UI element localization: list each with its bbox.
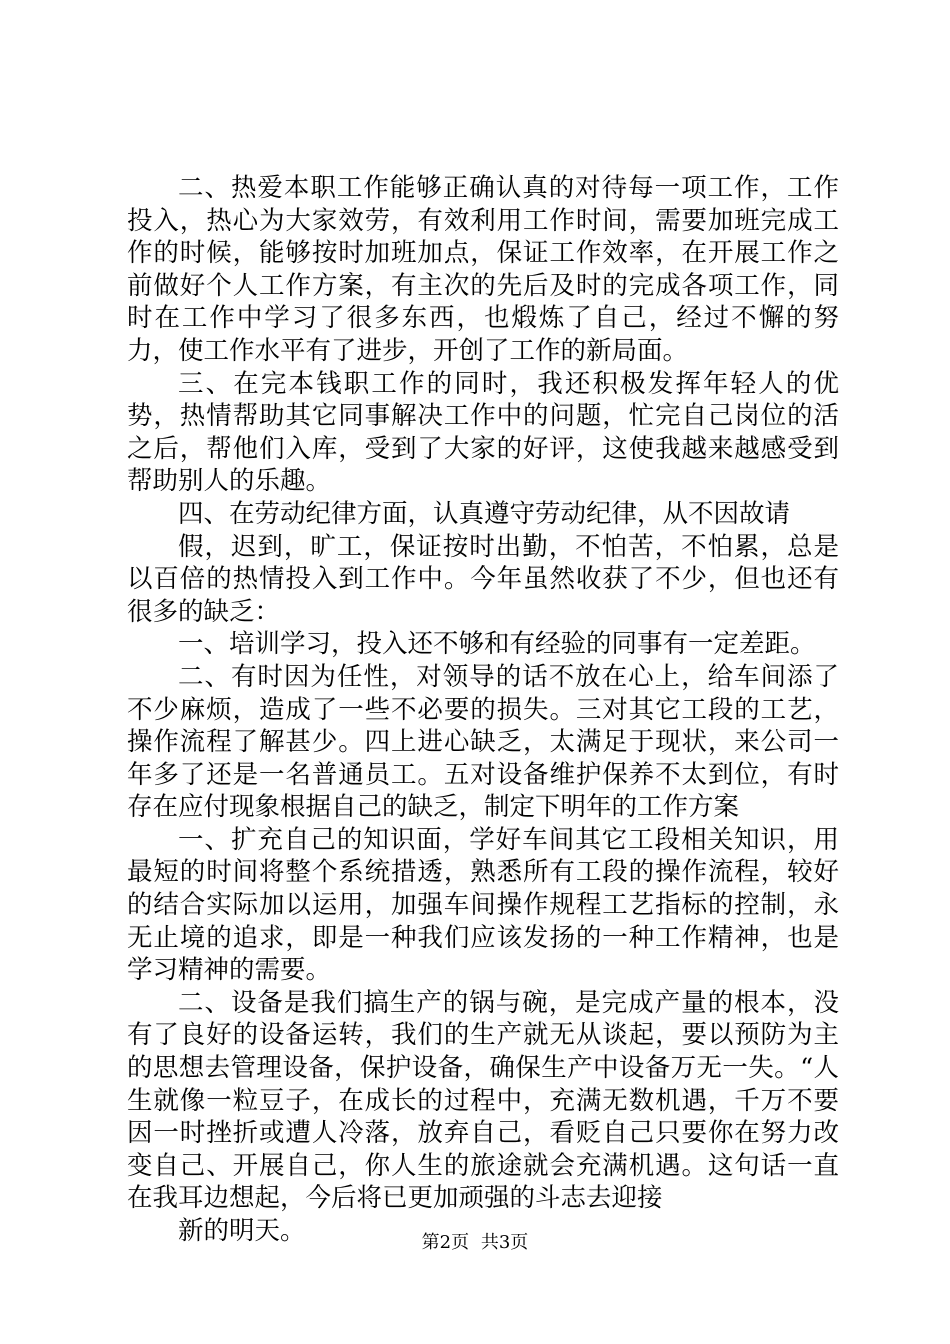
page-total: 共3页: [480, 1232, 529, 1253]
paragraph-1: 二、热爱本职工作能够正确认真的对待每一项工作，工作投入，热心为大家效劳，有效利用工作时间，需要加班完成工作的时候，能够按时加班加点，保证工作效率，在开展工作之前做好个人工作方案，有主次的先后及时的完成各项工作，同时在工作中学习了很多东西，也煅炼了自己，经过不懈的努力，使工作水平有了进步，开创了工作的新局面。: [127, 173, 839, 366]
paragraph-2: 三、在完本钱职工作的同时，我还积极发挥年轻人的优势，热情帮助其它同事解决工作中的问题，忙完自己岗位的活之后，帮他们入库，受到了大家的好评，这使我越来越感受到帮助别人的乐趣。: [127, 368, 839, 497]
paragraph-9: 新的明天。: [178, 1216, 306, 1246]
page-number: 第2页: [421, 1232, 470, 1253]
page-footer: [0, 1231, 950, 1255]
paragraph-7: 一、扩充自己的知识面，学好车间其它工段相关知识，用最短的时间将整个系统措透，熟悉所有工段的操作流程，较好的结合实际加以运用，加强车间操作规程工艺指标的控制，永无止境的追求，即是一种我们应该发扬的一种工作精神，也是学习精神的需要。: [127, 824, 839, 986]
paragraph-5: 一、培训学习，投入还不够和有经验的同事有一定差距。: [178, 629, 816, 660]
document-body: [127, 172, 839, 1248]
paragraph-3: 四、在劳动纪律方面，认真遵守劳动纪律，从不因故请: [178, 498, 791, 529]
paragraph-4: 假，迟到，旷工，保证按时出勤，不怕苦，不怕累，总是以百倍的热情投入到工作中。今年虽然收获了不少，但也还有很多的缺乏：: [127, 531, 839, 627]
paragraph-6: 二、有时因为任性，对领导的话不放在心上，给车间添了不少麻烦，造成了一些不必要的损失。三对其它工段的工艺，操作流程了解甚少。四上进心缺乏，太满足于现状，来公司一年多了还是一名普通员工。五对设备维护保养不太到位，有时存在应付现象根据自己的缺乏，制定下明年的工作方案: [127, 661, 839, 823]
paragraph-8: 二、设备是我们搞生产的锅与碗，是完成产量的根本，没有了良好的设备运转，我们的生产就无从谈起，要以预防为主的思想去管理设备，保护设备，确保生产中设备万无一失。“人生就像一粒豆子，在成长的过程中，充满无数机遇，千万不要因一时挫折或遭人冷落，放弃自己，看贬自己只要你在努力改变自己、开展自己，你人生的旅途就会充满机遇。这句话一直在我耳边想起，今后将已更加顽强的斗志去迎接: [127, 987, 839, 1214]
